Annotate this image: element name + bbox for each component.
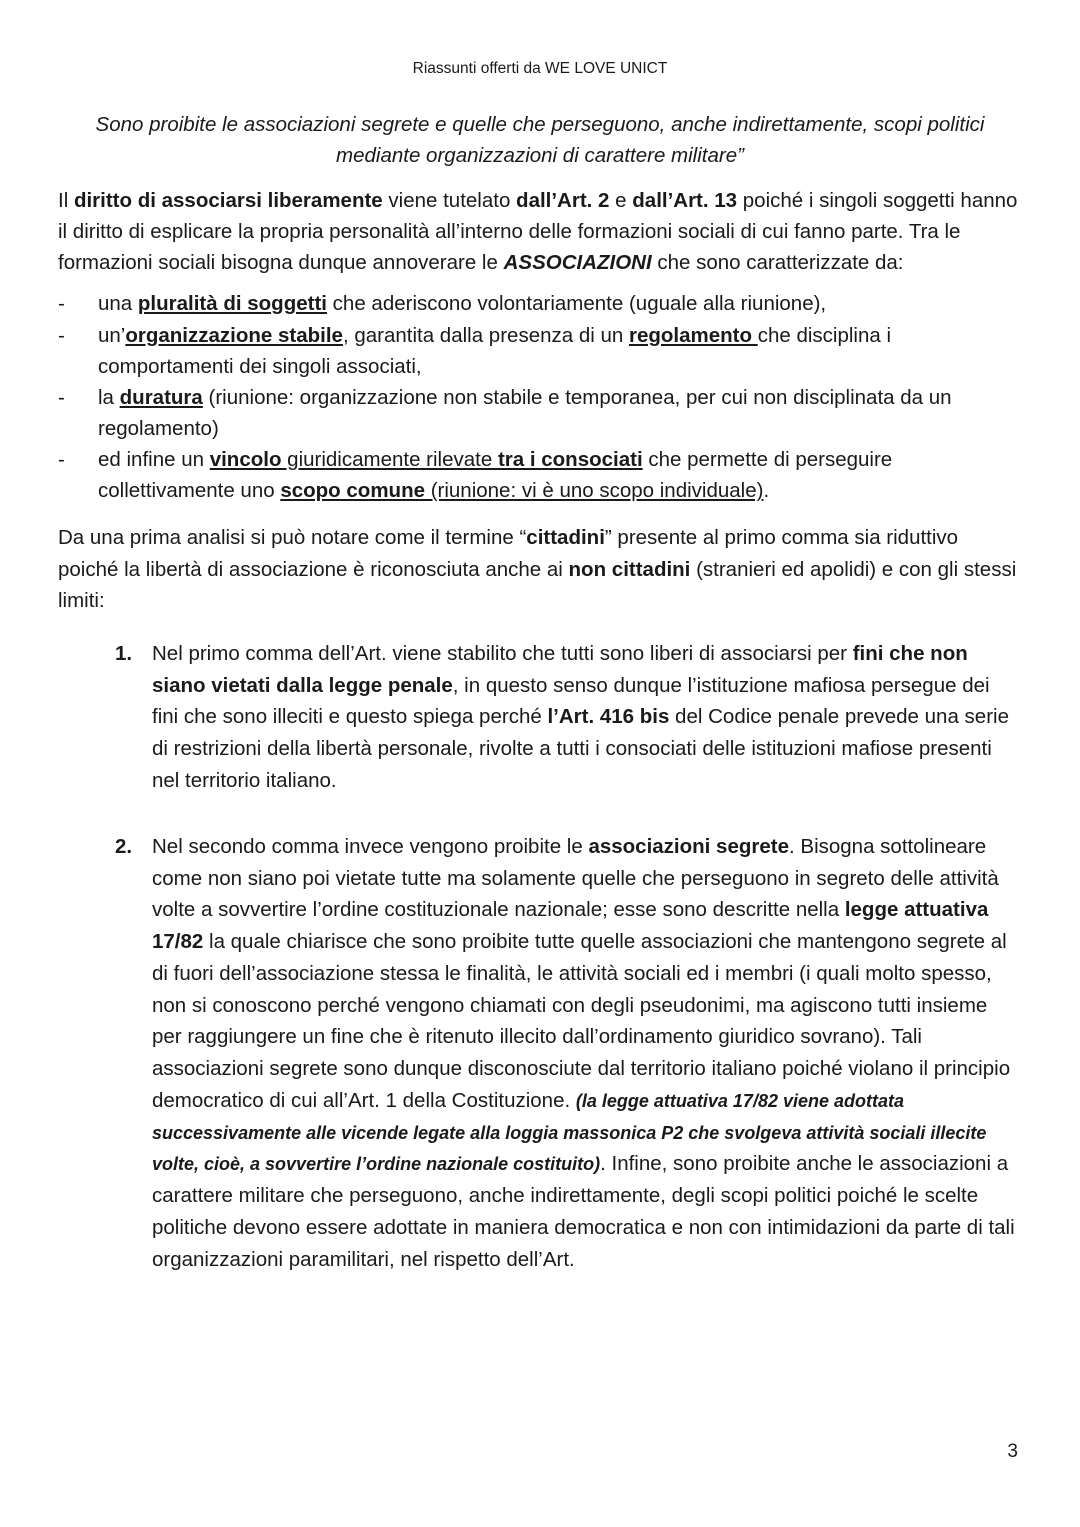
bold-art-13: dall’Art. 13 xyxy=(632,188,738,212)
numbered-marker: 2. xyxy=(115,834,133,858)
bullet-marker: - xyxy=(58,385,65,409)
bold-underline-scopo-comune: scopo comune xyxy=(280,479,425,503)
underline-giuridicamente-rilevate: giuridicamente rilevate xyxy=(281,448,498,472)
numbered-list xyxy=(58,638,1022,1276)
text-segment: Il xyxy=(58,188,74,212)
list-item xyxy=(58,288,1018,319)
quote-line-2: politici mediante organizzazioni di carattere militare” xyxy=(336,112,985,167)
bold-legge-attuativa: legge attuativa 17/82 xyxy=(152,898,989,954)
numbered-item-text xyxy=(152,831,1022,1276)
header-title: Riassunti offerti da WE LOVE UNICT xyxy=(412,60,668,77)
bold-diritto-associarsi: diritto di associarsi liberamente xyxy=(73,188,383,212)
paragraph-analysis xyxy=(58,522,1018,615)
text-segment: Nel secondo comma invece vengono proibite le xyxy=(152,834,589,858)
bold-cittadini: cittadini xyxy=(526,526,605,550)
page-number: 3 xyxy=(1007,1441,1018,1462)
text-segment: che sono caratterizzate da: xyxy=(651,251,904,275)
text-segment: la xyxy=(98,385,120,409)
text-segment: che disciplina i comportamenti dei singoli associati, xyxy=(98,323,892,378)
text-segment: Da una prima analisi si può notare come il termine “ xyxy=(58,526,527,550)
list-item-text xyxy=(98,320,1018,382)
bold-art-2: dall’Art. 2 xyxy=(516,188,610,212)
text-segment: ” presente al primo comma sia riduttivo poiché la libertà di associazione è riconosciuta anche ai xyxy=(58,526,959,581)
bold-non-cittadini: non cittadini xyxy=(568,557,691,581)
numbered-marker: 1. xyxy=(115,641,133,665)
numbered-item xyxy=(58,831,1022,1276)
text-segment: poiché i singoli soggetti hanno il diritto di esplicare la propria personalità all’interno delle formazioni sociali di cui fanno parte. Tra le formazioni sociali bisogna dunque annoverare le xyxy=(58,188,1018,275)
text-segment: una xyxy=(98,292,138,316)
text-segment: e xyxy=(609,188,633,212)
characteristics-list xyxy=(58,288,1018,506)
list-item-text xyxy=(98,288,1018,319)
document-header xyxy=(0,0,1080,79)
bold-underline-organizzazione-stabile: organizzazione stabile xyxy=(125,323,343,347)
quote-line-1: Sono proibite le associazioni segrete e quelle che perseguono, anche indirettamente, scopi xyxy=(95,112,922,136)
text-segment: (stranieri ed apolidi) e con gli stessi limiti: xyxy=(58,557,1017,612)
text-segment: Nel primo comma dell’Art. viene stabilito che tutti sono liberi di associarsi per xyxy=(152,641,853,665)
list-item xyxy=(58,320,1018,382)
bold-underline-vincolo: vincolo xyxy=(209,448,282,472)
bold-underline-regolamento: regolamento xyxy=(629,323,758,347)
list-item xyxy=(58,444,1018,506)
numbered-item xyxy=(58,638,1022,797)
bold-underline-duratura: duratura xyxy=(119,385,203,409)
numbered-item-text xyxy=(152,638,1022,797)
list-item-text xyxy=(98,382,1018,444)
bullet-marker: - xyxy=(58,448,65,472)
underline-riunione-parenthetical: (riunione: vi è uno scopo individuale) xyxy=(425,479,764,503)
text-segment: viene tutelato xyxy=(382,188,517,212)
bolditalic-associazioni: ASSOCIAZIONI xyxy=(503,251,652,275)
bold-fini-non-vietati: fini che non siano vietati dalla legge penale xyxy=(152,641,968,697)
text-segment: la quale chiarisce che sono proibite tutte quelle associazioni che mantengono segrete al di fuori dell’associazione stessa le finalità, le attività sociali ed i membri (i quali molto spesso, non si conoscono perché vengono chiamati con degli pseudonimi, ma agiscono tutti insieme per raggiungere un fine che è ritenuto illecito dall’ordinamento giuridico sovrano). Tali associazioni segrete sono dunque disconosciute dal territorio italiano poiché violano il principio democratico di cui all’Art. 1 della Costituzione. xyxy=(152,930,1011,1112)
text-segment: (riunione: organizzazione non stabile e temporanea, per cui non disciplinata da un regolamento) xyxy=(98,385,952,440)
bullet-marker: - xyxy=(58,323,65,347)
text-segment: che permette di perseguire collettivamente uno xyxy=(98,448,893,503)
list-item-text xyxy=(98,444,1018,506)
inset-note-loggia-p2: (la legge attuativa 17/82 viene adottata successivamente alle vicende legate alla loggia massonica P2 che svolgeva attività sociali illecite volte, cioè, a sovvertire l’ordine nazionale costituito) xyxy=(152,1090,987,1175)
text-segment: . Bisogna sottolineare come non siano poi vietate tutte ma solamente quelle che perseguono in segreto delle attività volte a sovvertire l’ordine costituzionale nazionale; esse sono descritte nella xyxy=(152,834,999,922)
text-segment: che aderiscono volontariamente (uguale alla riunione), xyxy=(326,292,827,316)
text-segment: un’ xyxy=(98,323,126,347)
constitution-quote xyxy=(62,109,1018,171)
text-segment: , garantita dalla presenza di un xyxy=(342,323,629,347)
text-segment: . Infine, sono proibite anche le associazioni a carattere militare che perseguono, anche indirettamente, degli scopi politici poiché le scelte politiche devono essere adottate in maniera democratica e non con intimidazioni da parte di tali organizzazioni paramilitari, nel rispetto dell’Art. xyxy=(152,1152,1015,1271)
text-segment: del Codice penale prevede una serie di restrizioni della libertà personale, rivolte a tutti i consociati delle istituzioni mafiose presenti nel territorio italiano. xyxy=(152,705,1009,792)
bold-art-416-bis: l’Art. 416 bis xyxy=(547,705,670,729)
text-segment: . xyxy=(763,479,770,503)
bold-underline-pluralita-soggetti: pluralità di soggetti xyxy=(137,292,327,316)
text-segment: , in questo senso dunque l’istituzione mafiosa persegue dei fini che sono illeciti e questo spiega perché xyxy=(152,673,990,729)
paragraph-intro xyxy=(58,185,1018,278)
text-segment: ed infine un xyxy=(98,448,210,472)
bullet-marker: - xyxy=(58,292,65,316)
list-item xyxy=(58,382,1018,444)
bold-associazioni-segrete: associazioni segrete xyxy=(588,834,789,858)
bold-underline-tra-i-consociati: tra i consociati xyxy=(497,448,643,472)
